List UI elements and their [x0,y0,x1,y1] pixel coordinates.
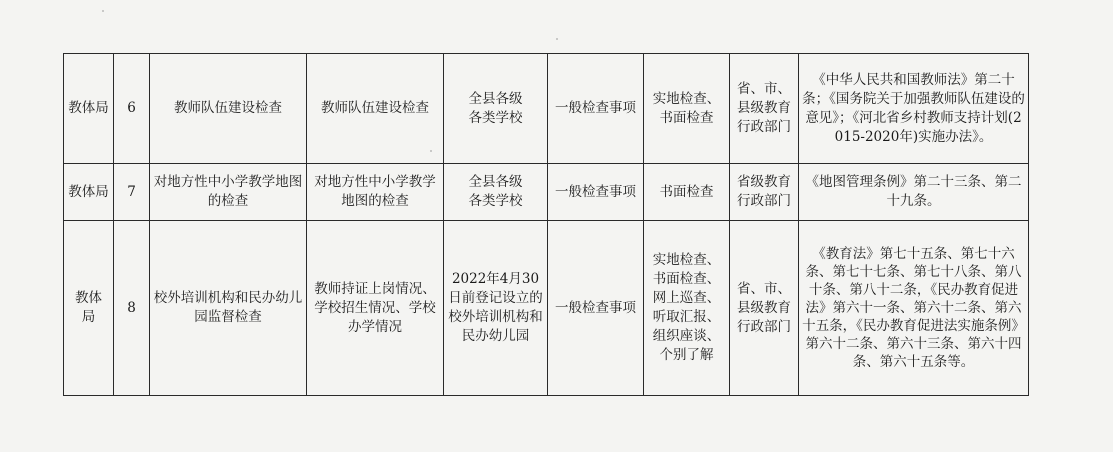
type-cell: 一般检查事项 [548,221,644,396]
scan-speck [556,38,558,40]
target-cell: 全县各级各类学校 [444,54,548,164]
basis-cell: 《中华人民共和国教师法》第二十条；《国务院关于加强教师队伍建设的意见》；《河北省乡村教师支持计划(2015-2020年)实施办法》。 [799,54,1029,164]
subject-cell: 省、市、县级教育行政部门 [730,221,799,396]
number-cell: 6 [114,54,150,164]
department-cell: 教体局 [64,164,114,221]
type-cell: 一般检查事项 [548,164,644,221]
basis-cell: 《地图管理条例》第二十三条、第二十九条。 [799,164,1029,221]
number-cell: 8 [114,221,150,396]
item-cell: 校外培训机构和民办幼儿园监督检查 [150,221,307,396]
table-row [64,164,1029,221]
inspection-table [63,53,1029,396]
item-cell: 教师队伍建设检查 [150,54,307,164]
department-cell: 教体局 [64,54,114,164]
scan-speck [102,10,104,12]
type-cell: 一般检查事项 [548,54,644,164]
department-cell: 教体局 [64,221,114,396]
content-cell: 对地方性中小学教学地图的检查 [307,164,444,221]
table-row [64,54,1029,164]
method-cell: 实地检查、书面检查、网上巡查、听取汇报、组织座谈、个别了解 [644,221,730,396]
target-cell: 2022年4月30日前登记设立的校外培训机构和民办幼儿园 [444,221,548,396]
target-cell: 全县各级各类学校 [444,164,548,221]
number-cell: 7 [114,164,150,221]
subject-cell: 省级教育行政部门 [730,164,799,221]
scan-speck [430,150,432,152]
item-cell: 对地方性中小学教学地图的检查 [150,164,307,221]
method-cell: 书面检查 [644,164,730,221]
content-cell: 教师持证上岗情况、学校招生情况、学校办学情况 [307,221,444,396]
table-row [64,221,1029,396]
basis-cell: 《教育法》第七十五条、第七十六条、第七十七条、第七十八条、第八十条、第八十二条，《民办教育促进法》第六十一条、第六十二条、第六十五条，《民办教育促进法实施条例》第六十二条、第六十三条、第六十四条、第六十五条等。 [799,221,1029,396]
subject-cell: 省、市、县级教育行政部门 [730,54,799,164]
content-cell: 教师队伍建设检查 [307,54,444,164]
method-cell: 实地检查、书面检查 [644,54,730,164]
